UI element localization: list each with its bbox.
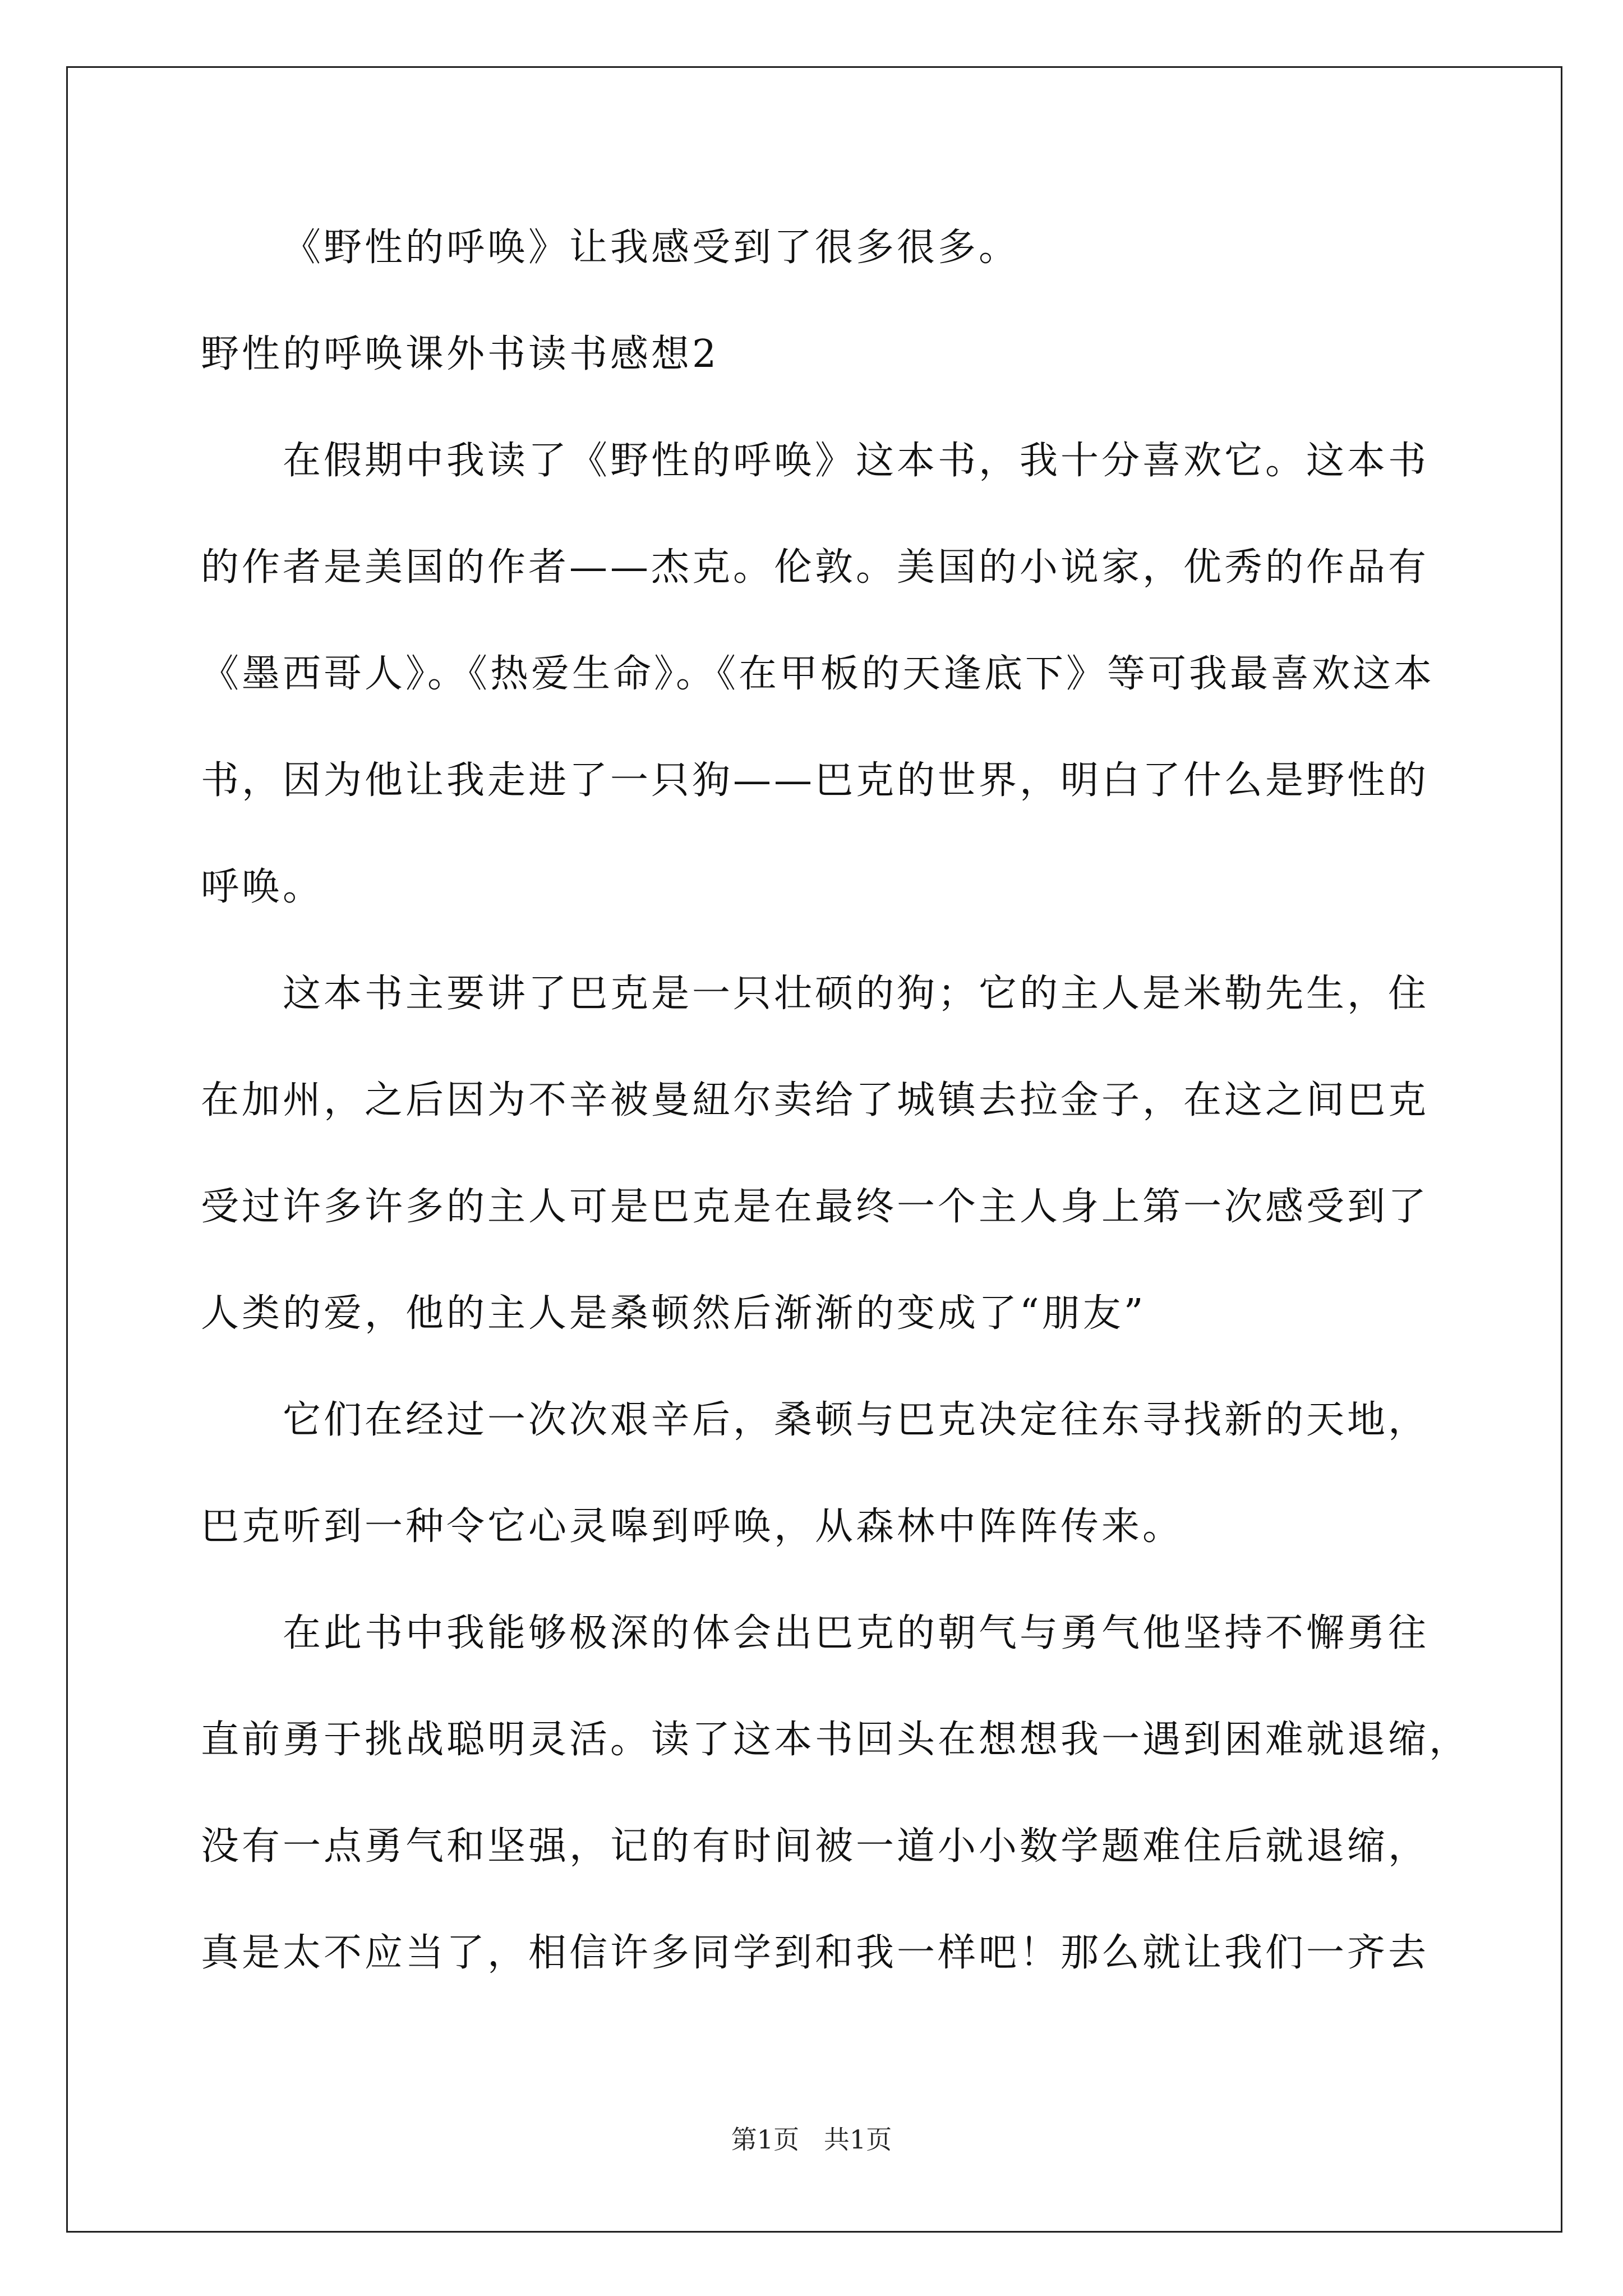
paragraph-line: 《野性的呼唤》让我感受到了很多很多。 [283,226,1020,270]
paragraph-line: 它们在经过一次次艰辛后，桑顿与巴克决定往东寻找新的天地， [283,1398,1430,1442]
page-number-footer: 第1页 共1页 [731,2124,892,2155]
paragraph-line: 巴克听到一种令它心灵嗥到呼唤，从森林中阵阵传来。 [201,1504,1184,1549]
paragraph-line: 在加州，之后因为不辛被曼紐尔卖给了城镇去拉金子，在这之间巴克 [201,1078,1430,1122]
paragraph-line: 的作者是美国的作者——杰克。伦敦。美国的小说家，优秀的作品有 [201,545,1430,590]
paragraph-line: 人类的爱，他的主人是桑顿然后渐渐的变成了“朋友” [201,1291,1146,1336]
paragraph-line: 呼唤。 [201,865,324,909]
paragraph-line: 这本书主要讲了巴克是一只壮硕的狗；它的主人是米勒先生，住 [283,972,1430,1016]
paragraph-line: 没有一点勇气和坚强，记的有时间被一道小小数学题难住后就退缩， [201,1824,1430,1869]
paragraph-line: 直前勇于挑战聪明灵活。读了这本书回头在想想我一遇到困难就退缩， [201,1718,1470,1762]
paragraph-line: 在此书中我能够极深的体会出巴克的朝气与勇气他坚持不懈勇往 [283,1611,1430,1655]
section-title: 野性的呼唤课外书读书感想2 [201,332,720,376]
paragraph-line: 真是太不应当了，相信许多同学到和我一样吧！那么就让我们一齐去 [201,1931,1430,1975]
paragraph-line: 书，因为他让我走进了一只狗——巴克的世界，明白了什么是野性的 [201,758,1430,803]
paragraph-line: 在假期中我读了《野性的呼唤》这本书，我十分喜欢它。这本书 [283,439,1430,483]
paragraph-line: 《墨西哥人》。《热爱生命》。《在甲板的天逢底下》等可我最喜欢这本 [201,652,1435,696]
paragraph-line: 受过许多许多的主人可是巴克是在最终一个主人身上第一次感受到了 [201,1185,1430,1229]
page-border [66,66,1562,2233]
